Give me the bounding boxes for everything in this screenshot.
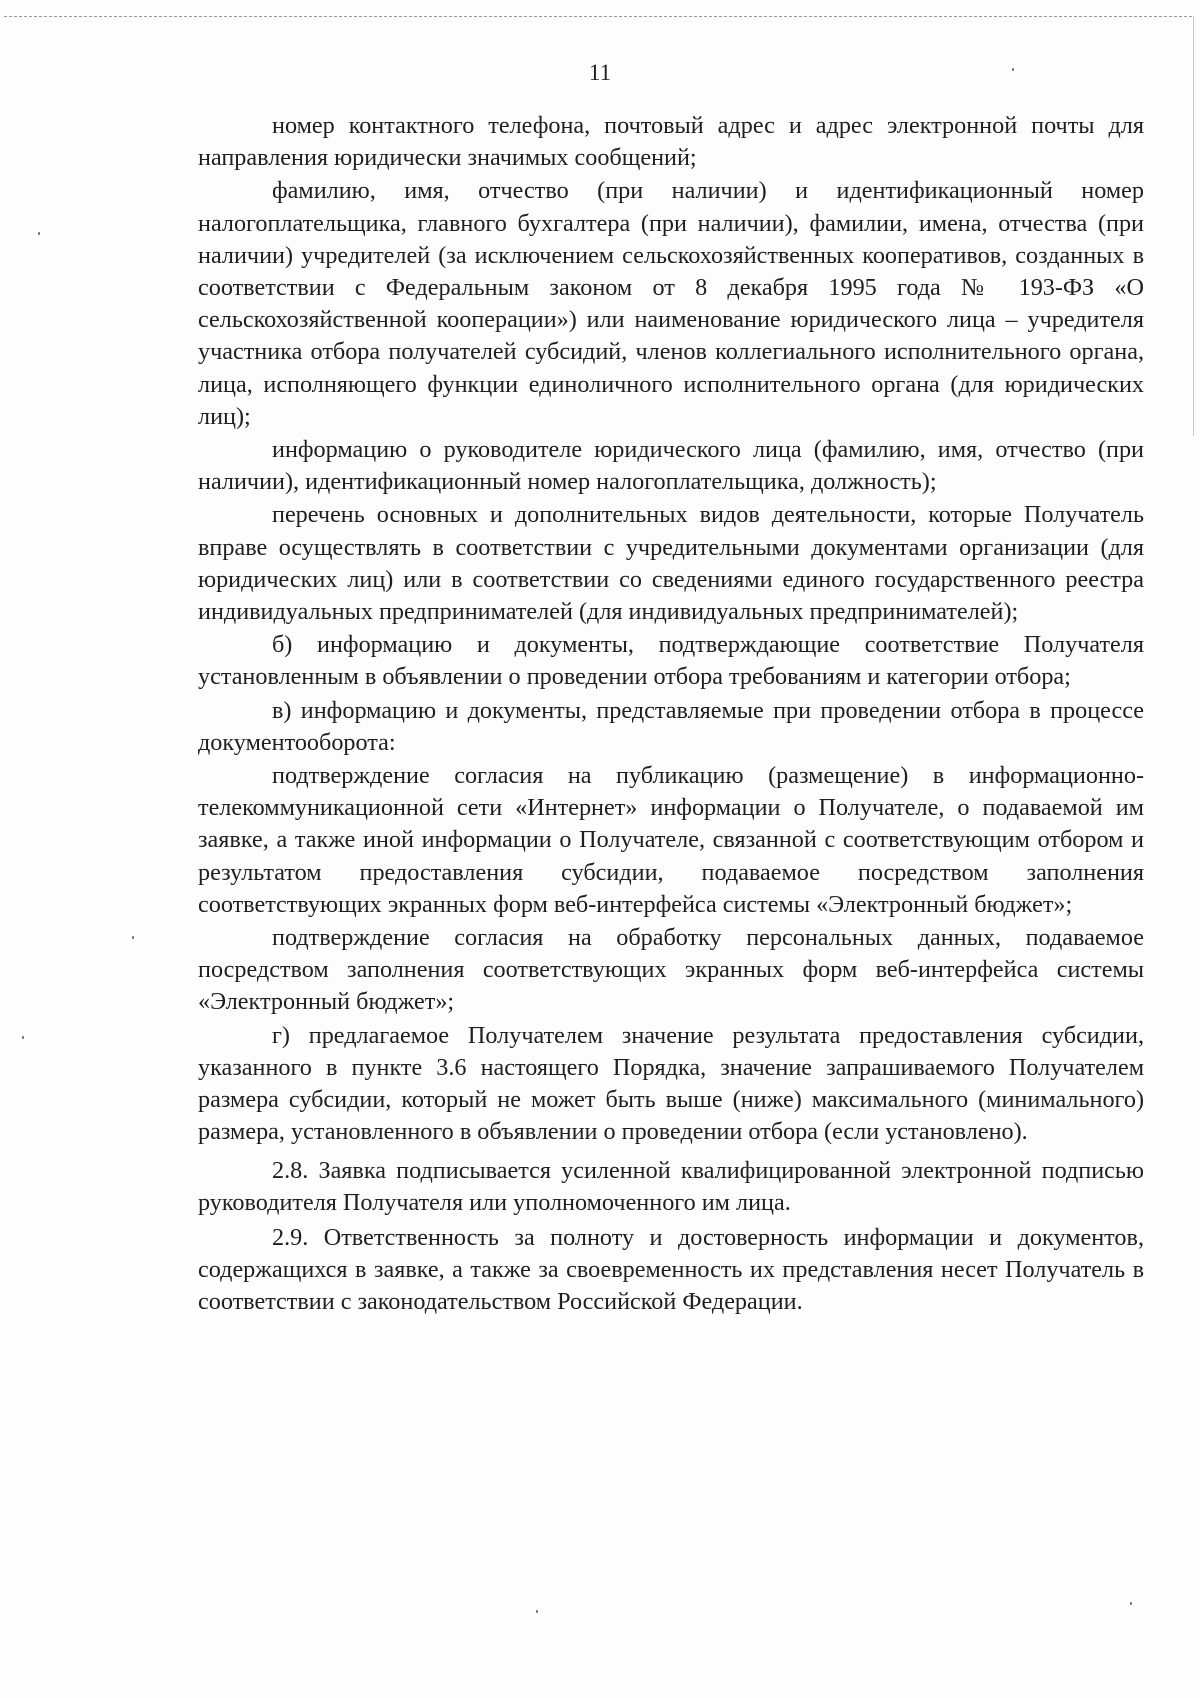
scan-speck bbox=[1130, 1602, 1132, 1605]
paragraph-item-v: в) информацию и документы, представляемые при проведении отбора в процессе документооборота: bbox=[198, 696, 1144, 756]
paragraph-contact-info: номер контактного телефона, почтовый адрес и адрес электронной почты для направления юридически значимых сообщений; bbox=[198, 112, 1144, 172]
page-number: 11 bbox=[588, 60, 612, 85]
paragraph-2-9: 2.9. Ответственность за полноту и достоверность информации и документов, содержащихся в заявке, а также за своевременность их представления несет Получатель в соответствии с законодательством Российской Федерации. bbox=[198, 1223, 1144, 1316]
scan-speck bbox=[132, 936, 134, 939]
paragraph-item-g: г) предлагаемое Получателем значение результата предоставления субсидии, указанного в пункте 3.6 настоящего Порядка, значение запрашиваемого Получателем размера субсидии, который не может быть выше (ниже) максимального (минимального) размера, установленного в объявлении о проведении отбора (если установлено). bbox=[198, 1021, 1144, 1146]
paragraph-activity-list: перечень основных и дополнительных видов деятельности, которые Получатель вправе осуществлять в соответствии с учредительными документами организации (для юридических лиц) или в соответствии со сведениями единого государственного реестра индивидуальных предпринимателей (для индивидуальных предпринимателей); bbox=[198, 501, 1144, 626]
paragraph-publication-consent: подтверждение согласия на публикацию (размещение) в информационно-телекоммуникационной сети «Интернет» информации о Получателе, о подаваемой им заявке, а также иной информации о Получателе, связанной с соответствующим отбором и результатом предоставления субсидии, подаваемое посредством заполнения соответствующих экранных форм веб-интерфейса системы «Электронный бюджет»; bbox=[198, 762, 1144, 918]
scan-speck bbox=[1012, 68, 1014, 71]
scan-speck bbox=[22, 1036, 24, 1039]
paragraph-item-b: б) информацию и документы, подтверждающие соответствие Получателя установленным в объявлении о проведении отбора требованиям и категории отбора; bbox=[198, 631, 1144, 691]
scan-speck bbox=[38, 232, 40, 235]
scan-speck bbox=[536, 1610, 538, 1613]
paragraph-founders-info: фамилию, имя, отчество (при наличии) и идентификационный номер налогоплательщика, главного бухгалтера (при наличии), фамилии, имена, отчества (при наличии) учредителей (за исключением сельскохозяйственных кооперативов, созданных в соответствии с Федеральным законом от 8 декабря 1995 года № 193-ФЗ «О сельскохозяйственной кооперации») или наименование юридического лица – учредителя участника отбора получателей субсидий, членов коллегиального исполнительного органа, лица, исполняющего функции единоличного исполнительного органа (для юридических лиц); bbox=[198, 177, 1144, 430]
document-body bbox=[198, 110, 1144, 1320]
paragraph-director-info: информацию о руководителе юридического лица (фамилию, имя, отчество (при наличии), идентификационный номер налогоплательщика, должность); bbox=[198, 436, 1144, 496]
scan-edge-top-line bbox=[4, 16, 1192, 17]
paragraph-personal-data-consent: подтверждение согласия на обработку персональных данных, подаваемое посредством заполнения соответствующих экранных форм веб-интерфейса системы «Электронный бюджет»; bbox=[198, 924, 1144, 1016]
paragraph-2-8: 2.8. Заявка подписывается усиленной квалифицированной электронной подписью руководителя Получателя или уполномоченного им лица. bbox=[198, 1156, 1144, 1216]
